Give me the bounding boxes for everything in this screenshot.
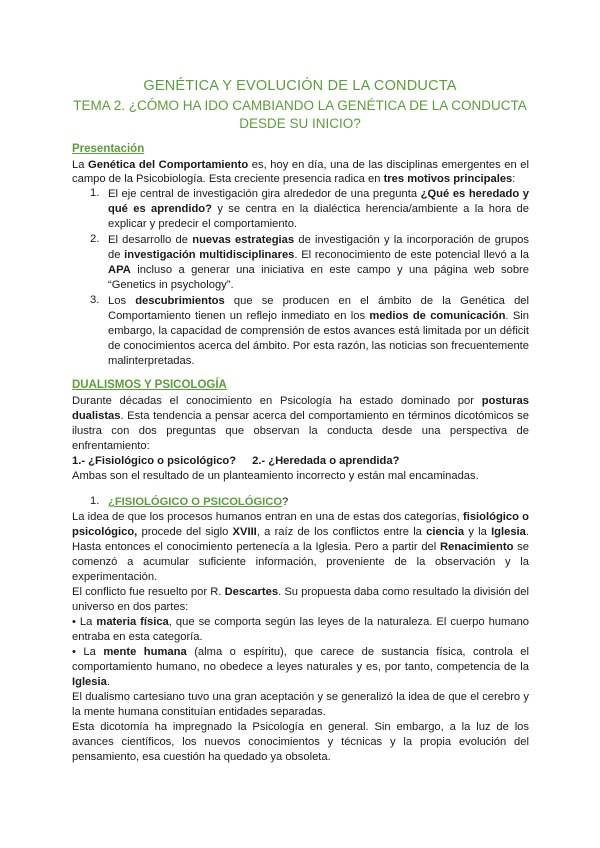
section-heading-fisiologico: ¿FISIOLÓGICO O PSICOLÓGICO? [108, 496, 289, 508]
fisio-p1-line-1: La idea de que los procesos humanos entran en una de estas dos categorías, fisiológico o [72, 511, 529, 523]
fisio-p1-line-5: experimentación. [72, 571, 158, 583]
fisio-p2-line-1: El conflicto fue resuelto por R. Descartes. Su propuesta daba como resultado la división del [72, 586, 529, 598]
bullet2-line-1: • La mente humana (alma o espíritu), que carece de sustancia física, controla el [72, 646, 529, 658]
fisio-p4-line-3: pensamiento, esa cuestión ha quedado ya obsoleta. [72, 751, 331, 763]
question-1: 1.- ¿Fisiológico o psicológico? [72, 455, 237, 467]
item3-line-3: embargo, la capacidad de comprensión de estos avances está limitada por un déficit [108, 325, 529, 337]
intro-line-2: campo de la Psicobiología. Esta creciente presencia radica en tres motivos principales: [72, 173, 516, 185]
item1-line-1: El eje central de investigación gira alrededor de una pregunta ¿Qué es heredado y [108, 188, 529, 200]
dualismos-line-3: ilustra con dos preguntas que observan la conducta desde una perspectiva de [72, 425, 529, 437]
document-subtitle: TEMA 2. ¿CÓMO HA IDO CAMBIANDO LA GENÉTICA DE LA CONDUCTA DESDE SU INICIO? [73, 98, 527, 131]
item2-line-2: de investigación multidisciplinares. El reconocimiento de este potencial llevó a la [108, 249, 529, 261]
dualismos-line-1: Durante décadas el conocimiento en Psicología ha estado dominado por posturas [72, 395, 529, 407]
fisio-p3-line-2: la mente humana constituían entidades separadas. [72, 706, 326, 718]
dualismos-questions [72, 454, 529, 469]
section-heading-dualismos: DUALISMOS Y PSICOLOGÍA [72, 379, 227, 391]
item1-line-3: explicar y predecir el comportamiento. [108, 218, 298, 230]
item1-line-2: qué es aprendido? y se centra en la dialéctica herencia/ambiente a la hora de [108, 203, 529, 215]
question-2: 2.- ¿Heredada o aprendida? [252, 455, 400, 467]
bullet2-line-3: Iglesia. [72, 676, 110, 688]
fisio-p1-line-2: psicológico, procede del siglo XVIII, a raíz de los conflictos entre la ciencia y la Iglesia. [72, 526, 529, 538]
fisio-p4-line-1: Esta dicotomía ha impregnado la Psicología en general. Sin embargo, a la luz de los [72, 721, 529, 733]
bullet2-line-2: comportamiento humano, no obedece a leyes naturales y es, por tanto, competencia de la [72, 661, 529, 673]
item2-line-4: “Genetics in psychology”. [108, 279, 234, 291]
dualismos-line-5: Ambas son el resultado de un planteamiento incorrecto y están mal encaminadas. [72, 470, 479, 482]
document-title: GENÉTICA Y EVOLUCIÓN DE LA CONDUCTA [143, 78, 457, 94]
list-number-1: 1. [90, 187, 100, 199]
dualismos-line-2: dualistas. Esta tendencia a pensar acerca del comportamiento en términos dicotómicos se [72, 410, 529, 422]
dualismos-line-4: enfrentamiento: [72, 440, 150, 452]
item3-line-1: Los descubrimientos que se producen en el ámbito de la Genética del [108, 295, 529, 307]
item3-line-2: Comportamiento tienen un reflejo inmediato en los medios de comunicación. Sin [108, 310, 529, 322]
bullet1-line-1: • La materia física, que se comporta según las leyes de la naturaleza. El cuerpo humano [72, 616, 529, 628]
item2-line-3: APA incluso a generar una iniciativa en este campo y una página web sobre [108, 264, 529, 276]
fisio-p1-line-4: comenzó a acumular suficiente información, proveniente de la observación y la [72, 556, 529, 568]
item3-line-5: malinterpretadas. [108, 355, 195, 367]
item2-line-1: El desarrollo de nuevas estrategias de investigación y la incorporación de grupos [108, 234, 529, 246]
fisio-p3-line-1: El dualismo cartesiano tuvo una gran aceptación y se generalizó la idea de que el cerebro y [72, 691, 529, 703]
list-number-fisiologico: 1. [90, 495, 100, 507]
fisio-p1-line-3: Hasta entonces el conocimiento pertenecía a la Iglesia. Pero a partir del Renacimiento se [72, 541, 529, 553]
intro-line-1: La Genética del Comportamiento es, hoy en día, una de las disciplinas emergentes en el [72, 159, 529, 171]
list-number-2: 2. [90, 233, 100, 245]
item3-line-4: de conocimientos acerca del ámbito. Por esta razón, las noticias son frecuentemente [108, 340, 529, 352]
section-heading-presentacion: Presentación [72, 143, 145, 155]
list-number-3: 3. [90, 294, 100, 306]
bullet1-line-2: entraba en esta categoría. [72, 631, 203, 643]
fisio-p4-line-2: avances científicos, los nuevos conocimientos y técnicas y la propia evolución del [72, 736, 529, 748]
fisio-p2-line-2: universo en dos partes: [72, 601, 189, 613]
